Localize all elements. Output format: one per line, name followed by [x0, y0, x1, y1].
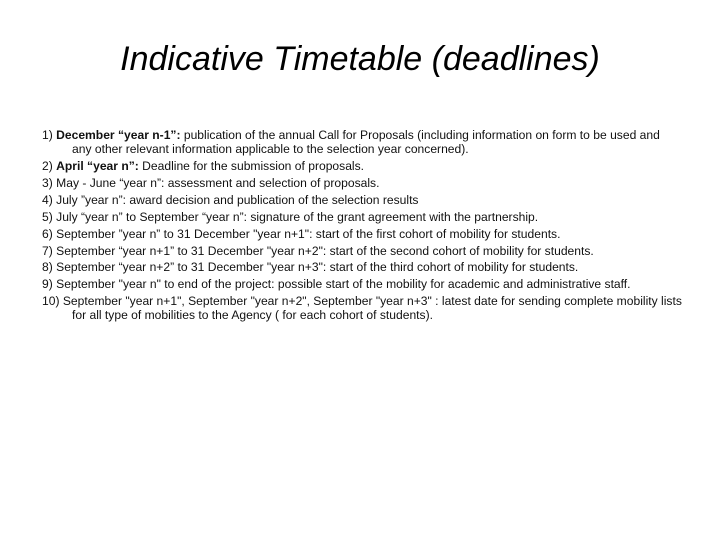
- item-number: 10): [42, 294, 60, 309]
- item-number: 1): [42, 128, 53, 142]
- item-text: September ”year n” to 31 December "year n+1": start of the first cohort of mobility for students.: [56, 226, 561, 241]
- item-number: 7): [42, 243, 53, 258]
- item-number: 2): [42, 158, 53, 173]
- list-item: [42, 177, 682, 191]
- list-item: [42, 278, 682, 292]
- item-text: Deadline for the submission of proposals.: [138, 158, 365, 173]
- item-text: publication of the annual Call for Proposals (including information on form to be used and any other relevant information applicable to the selection year concerned).: [72, 128, 660, 156]
- item-lead: December “year n-1”:: [56, 128, 181, 142]
- slide-title: Indicative Timetable (deadlines): [120, 40, 600, 78]
- list-item: [42, 261, 682, 275]
- item-text: May - June “year n”: assessment and selection of proposals.: [56, 175, 380, 190]
- item-number: 5): [42, 209, 53, 224]
- list-item: [42, 194, 682, 208]
- item-lead: April “year n”:: [56, 158, 139, 173]
- item-text: September “year n+1” to 31 December "year n+2": start of the second cohort of mobility for students.: [56, 243, 594, 258]
- item-text: September "year n+1", September "year n+2", September "year n+3" : latest date for sending complete mobility lists for all type of mobilities to the Agency ( for each cohort of students).: [62, 294, 682, 323]
- item-number: 9): [42, 277, 53, 292]
- list-item: [42, 160, 682, 174]
- item-number: 8): [42, 260, 53, 275]
- item-number: 4): [42, 192, 53, 207]
- item-text: September “year n+2” to 31 December "year n+3": start of the third cohort of mobility for students.: [56, 260, 579, 275]
- item-text: September "year n" to end of the project: possible start of the mobility for academic and administrative staff.: [56, 277, 631, 292]
- list-item: [42, 245, 682, 259]
- item-text: July ”year n”: award decision and publication of the selection results: [56, 192, 419, 207]
- list-item: [42, 228, 682, 242]
- item-number: 6): [42, 226, 53, 241]
- list-item: [42, 129, 682, 156]
- timetable-list: [42, 129, 682, 326]
- item-number: 3): [42, 175, 53, 190]
- list-item: [42, 295, 682, 322]
- list-item: [42, 211, 682, 225]
- item-text: July “year n” to September “year n”: signature of the grant agreement with the partnership.: [56, 209, 539, 224]
